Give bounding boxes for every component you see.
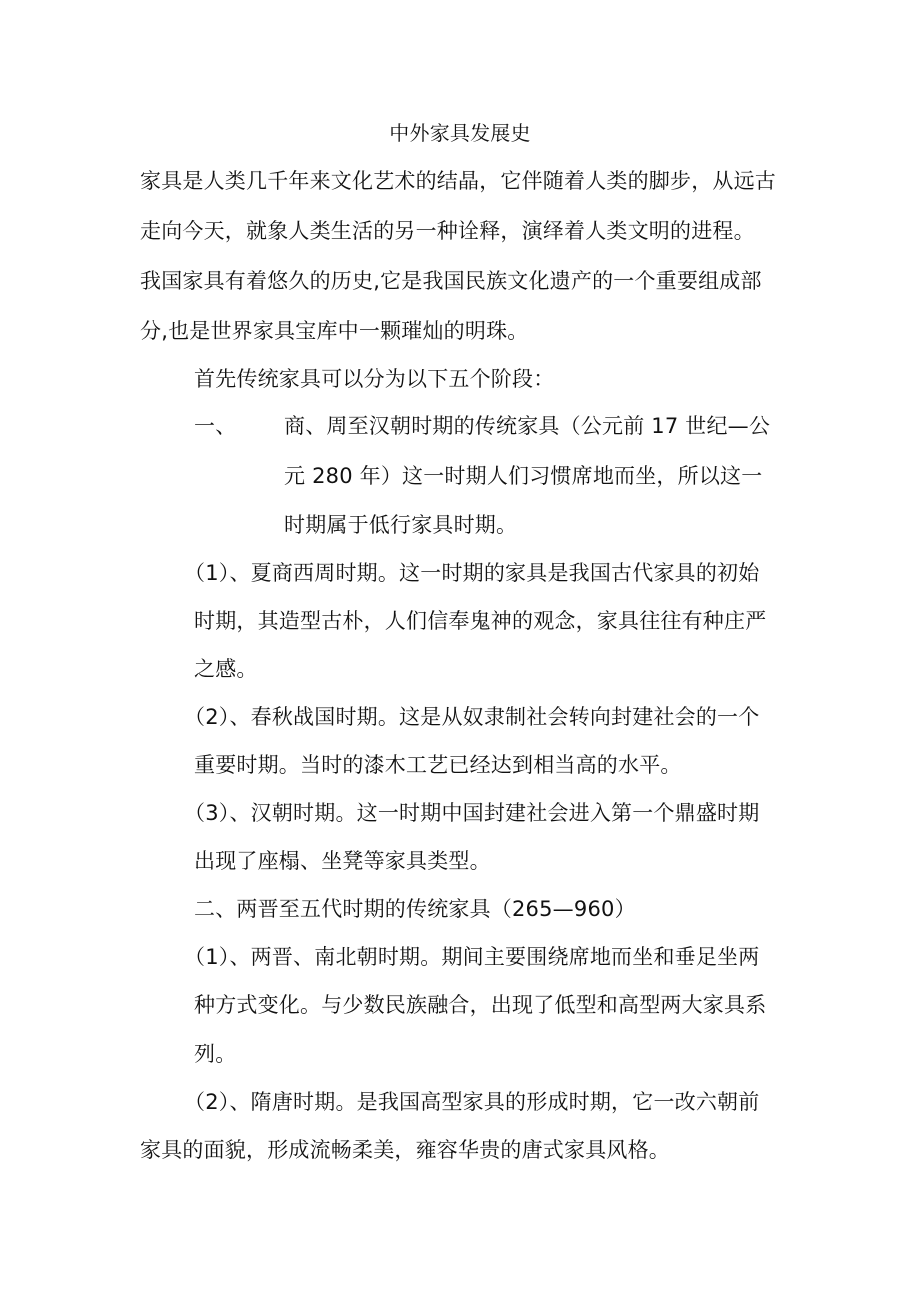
section2-item-line: （2）、隋唐时期。是我国高型家具的形成时期，它一改六朝前 — [184, 1090, 760, 1114]
section1-heading-line: 时期属于低行家具时期。 — [284, 513, 518, 537]
intro-line: 家具是人类几千年来文化艺术的结晶，它伴随着人类的脚步，从远古 — [140, 169, 776, 193]
document-title: 中外家具发展史 — [389, 121, 531, 145]
section1-item-line: 之感。 — [194, 657, 258, 681]
section1-item-line: （1）、夏商西周时期。这一时期的家具是我国古代家具的初始 — [184, 561, 760, 585]
section1-heading-line: 元 280 年）这一时期人们习惯席地而坐，所以这一 — [284, 464, 763, 488]
section2-item-line: 种方式变化。与少数民族融合，出现了低型和高型两大家具系 — [194, 993, 767, 1017]
section2-item-line: 列。 — [194, 1042, 237, 1066]
section1-heading-line: 商、周至汉朝时期的传统家具（公元前 17 世纪—公 — [284, 414, 771, 438]
section2-item-line: （1）、两晋、南北朝时期。期间主要围绕席地而坐和垂足坐两 — [184, 945, 760, 969]
section1-item-line: （3）、汉朝时期。这一时期中国封建社会进入第一个鼎盛时期 — [184, 801, 760, 825]
section1-item-line: 时期，其造型古朴，人们信奉鬼神的观念，家具往往有种庄严 — [194, 609, 767, 633]
intro-line: 走向今天，就象人类生活的另一种诠释，演绎着人类文明的进程。 — [140, 219, 755, 243]
section1-item-line: （2）、春秋战国时期。这是从奴隶制社会转向封建社会的一个 — [184, 705, 760, 729]
section1-item-line: 重要时期。当时的漆木工艺已经达到相当高的水平。 — [194, 753, 682, 777]
section2-heading: 二、两晋至五代时期的传统家具（265—960） — [194, 897, 636, 921]
intro-line: 分,也是世界家具宝库中一颗璀灿的明珠。 — [140, 319, 529, 343]
section1-number: 一、 — [194, 414, 237, 438]
stages-intro: 首先传统家具可以分为以下五个阶段： — [194, 367, 555, 391]
section2-item-line: 家具的面貌，形成流畅柔美，雍容华贵的唐式家具风格。 — [140, 1138, 670, 1162]
intro-line: 我国家具有着悠久的历史,它是我国民族文化遗产的一个重要组成部 — [140, 269, 762, 293]
section1-item-line: 出现了座榻、坐凳等家具类型。 — [194, 849, 491, 873]
